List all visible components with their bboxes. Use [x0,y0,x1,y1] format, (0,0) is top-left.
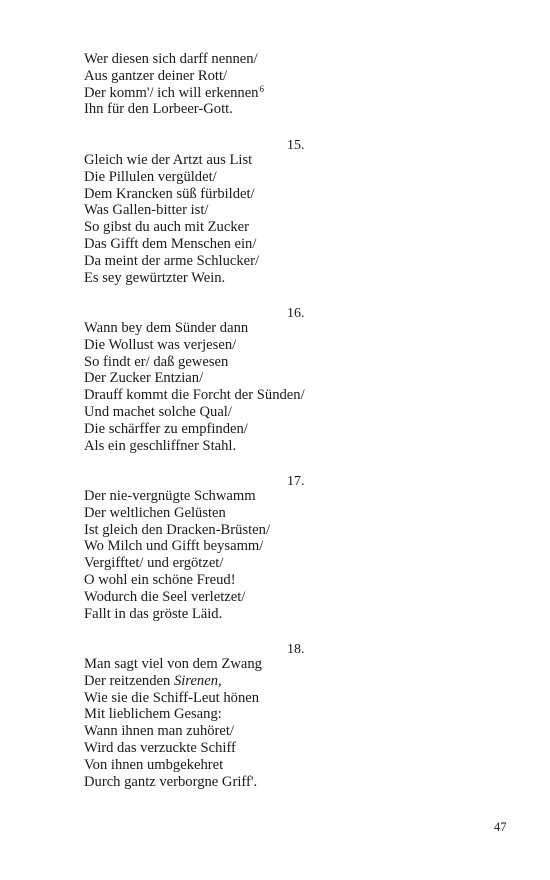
verse-line: Gleich wie der Artzt aus List [84,152,253,168]
verse-line: O wohl ein schöne Freud! [84,571,236,588]
verse-line: So findt er/ daß gewesen [84,353,229,370]
verse-line: Aus gantzer deiner Rott/ [84,67,228,84]
verse-line: Wann bey dem Sünder dann [84,320,249,336]
verse-line: Dem Krancken süß fürbildet/ [84,185,255,202]
verse-line: Vergifftet/ und ergötzet/ [84,555,224,572]
verse-line: Man sagt viel von dem Zwang [84,656,262,672]
verse-line: Fallt in das gröste Läid. [84,605,223,622]
verse-line: Und machet solche Qual/ [84,403,232,420]
verse-line: Die Pillulen vergüldet/ [84,168,217,185]
verse-line: Mit lieblichem Gesang: [84,706,222,723]
verse-line: Wodurch die Seel verletzet/ [84,588,246,605]
footnote-marker: 6 [259,83,264,94]
stanza-15 [84,152,404,286]
verse-line: Von ihnen umbgekehret [84,756,224,773]
stanza-number: 18. [287,642,305,657]
stanza-number: 16. [287,306,305,321]
stanza-14-end [84,51,404,118]
verse-line: Wann ihnen man zuhöret/ [84,723,234,740]
verse-line: Wird das verzuckte Schiff [84,739,236,756]
verse-line: Da meint der arme Schlucker/ [84,252,260,269]
verse-line: So gibst du auch mit Zucker [84,219,249,236]
verse-line: Der nie-vergnügte Schwamm [84,488,256,504]
page-number: 47 [494,820,507,834]
verse-line: Ihn für den Lorbeer-Gott. [84,101,233,118]
verse-line: Wo Milch und Gifft beysamm/ [84,538,264,555]
verse-line: Die schärffer zu empfinden/ [84,420,248,437]
verse-line: Das Gifft dem Menschen ein/ [84,235,257,252]
verse-line: Ist gleich den Dracken-Brüsten/ [84,521,271,538]
verse-line: Die Wollust was verjesen/ [84,336,237,353]
verse-line: Wie sie die Schiff-Leut hönen [84,689,260,706]
verse-line: Was Gallen-bitter ist/ [84,202,209,219]
verse-line: Der reitzenden Sirenen, [84,672,222,689]
verse-line: Wer diesen sich darff nennen/ [84,51,258,67]
stanza-16 [84,320,404,454]
stanza-number: 15. [287,138,305,153]
verse-line: Der komm'/ ich will erkennen$^6$ [84,83,264,101]
verse-line: Als ein geschliffner Stahl. [84,437,237,454]
stanza-17 [84,488,404,622]
verse-line: Der weltlichen Gelüsten [84,504,226,521]
verse-line: Drauff kommt die Forcht der Sünden/ [84,387,305,404]
italic-word: Sirenen [173,672,218,689]
stanza-number: 17. [287,474,305,489]
verse-line: Durch gantz verborgne Griff'. [84,773,258,790]
stanza-18 [84,656,404,790]
verse-line: Der Zucker Entzian/ [84,370,204,387]
verse-line: Es sey gewürtzter Wein. [84,269,226,286]
